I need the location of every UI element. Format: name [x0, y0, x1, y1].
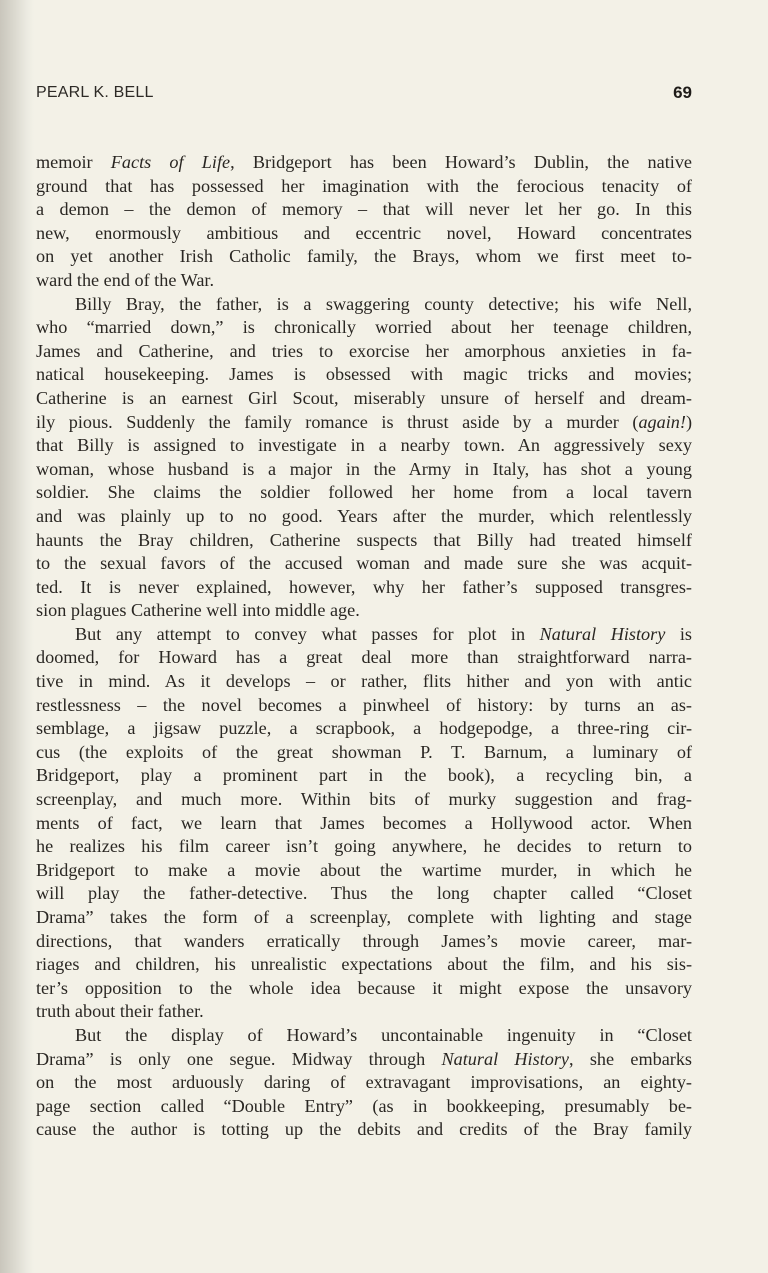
text-line: [36, 953, 692, 977]
text-run: screenplay, and much more. Within bits of murky suggestion and frag-: [36, 789, 692, 810]
text-line: [36, 1000, 692, 1024]
text-run: Drama” is only one segue. Midway through: [36, 1048, 442, 1069]
italic-title-text: Facts of Life: [110, 152, 231, 172]
text-line: [36, 316, 692, 340]
text-line: [36, 835, 692, 859]
paragraph: [36, 293, 692, 623]
text-run: tive in mind. As it develops – or rather, flits hither and yon with antic: [36, 671, 692, 692]
text-run: on the most arduously daring of extravagant improvisations, an eighty-: [36, 1072, 692, 1093]
text-run: that Billy is assigned to investigate in a nearby town. An aggressively sexy: [36, 435, 692, 456]
text-run: ted. It is never explained, however, why her father’s supposed transgres-: [36, 576, 692, 597]
text-line: [36, 293, 692, 317]
text-run: is: [665, 623, 692, 644]
text-run: ): [685, 411, 692, 432]
text-run: James and Catherine, and tries to exorcise her amorphous anxieties in fa-: [36, 340, 692, 361]
text-run: , she embarks: [569, 1048, 693, 1069]
text-run: cause the author is totting up the debits and credits of the Bray family: [36, 1119, 692, 1140]
text-run: ily pious. Suddenly the family romance is thrust aside by a murder (: [36, 411, 639, 432]
text-run: sion plagues Catherine well into middle age.: [36, 600, 360, 621]
text-line: [36, 340, 692, 364]
text-run: page section called “Double Entry” (as in bookkeeping, presumably be-: [36, 1095, 692, 1116]
text-line: [36, 481, 692, 505]
text-run: haunts the Bray children, Catherine suspects that Billy had treated himself: [36, 529, 692, 550]
text-run: , Bridgeport has been Howard’s Dublin, the native: [230, 152, 692, 172]
text-line: [36, 529, 692, 553]
text-run: Drama” takes the form of a screenplay, complete with lighting and stage: [36, 907, 692, 927]
text-line: [36, 411, 692, 435]
text-line: [36, 764, 692, 788]
paragraph: [36, 623, 692, 1024]
text-line: [36, 859, 692, 883]
paragraph: [36, 1024, 692, 1142]
running-head: [36, 84, 692, 108]
text-run: Billy Bray, the father, is a swaggering county detective; his wife Nell,: [75, 293, 692, 314]
text-run: But any attempt to convey what passes for plot in: [75, 623, 540, 644]
text-run: will play the father-detective. Thus the long chapter called “Closet: [36, 883, 692, 904]
text-line: [36, 812, 692, 836]
text-line: [36, 505, 692, 529]
page-number: 69: [673, 83, 692, 102]
binding-gutter-shadow: [0, 0, 34, 1273]
text-run: restlessness – the novel becomes a pinwheel of history: by turns an as-: [36, 694, 692, 715]
text-line: [36, 1095, 692, 1119]
text-run: But the display of Howard’s uncontainable ingenuity in “Closet: [75, 1024, 692, 1045]
text-line: [36, 788, 692, 812]
text-run: ward the end of the War.: [36, 269, 214, 290]
text-line: [36, 623, 692, 647]
text-run: and was plainly up to no good. Years after the murder, which relentlessly: [36, 505, 692, 526]
text-run: ter’s opposition to the whole idea because it might expose the unsavory: [36, 977, 692, 998]
text-line: [36, 1024, 692, 1048]
italic-title-text: Natural History: [441, 1048, 569, 1069]
text-line: [36, 741, 692, 765]
text-line: [36, 1118, 692, 1142]
text-line: [36, 552, 692, 576]
text-run: memoir: [36, 152, 111, 172]
text-run: ments of fact, we learn that James becomes a Hollywood actor. When: [36, 812, 692, 833]
text-line: [36, 646, 692, 670]
text-line: [36, 1071, 692, 1095]
text-run: Bridgeport, play a prominent part in the book), a recycling bin, a: [36, 765, 692, 786]
text-line: [36, 198, 692, 222]
text-line: [36, 458, 692, 482]
book-page: [36, 0, 692, 1273]
text-line: [36, 576, 692, 600]
text-line: [36, 882, 692, 906]
text-run: doomed, for Howard has a great deal more than straightforward narra-: [36, 647, 692, 668]
text-run: soldier. She claims the soldier followed her home from a local tavern: [36, 482, 692, 503]
text-line: [36, 269, 692, 293]
running-head-author: PEARL K. BELL: [36, 84, 154, 101]
text-run: directions, that wanders erratically through James’s movie career, mar-: [36, 930, 692, 951]
text-run: who “married down,” is chronically worried about her teenage children,: [36, 317, 692, 338]
text-run: Bridgeport to make a movie about the wartime murder, in which he: [36, 859, 692, 880]
text-run: on yet another Irish Catholic family, the Brays, whom we first meet to-: [36, 246, 692, 267]
text-line: [36, 977, 692, 1001]
italic-title-text: again!: [638, 411, 686, 432]
text-line: [36, 245, 692, 269]
text-run: woman, whose husband is a major in the Army in Italy, has shot a young: [36, 458, 692, 479]
text-run: he realizes his film career isn’t going anywhere, he decides to return to: [36, 836, 692, 857]
text-line: [36, 175, 692, 199]
text-line: [36, 387, 692, 411]
text-line: [36, 599, 692, 623]
text-run: truth about their father.: [36, 1001, 204, 1022]
italic-title-text: Natural History: [539, 623, 666, 644]
paragraph: [36, 151, 692, 293]
text-run: ground that has possessed her imagination with the ferocious tenacity of: [36, 175, 692, 196]
text-run: cus (the exploits of the great showman P. T. Barnum, a luminary of: [36, 741, 692, 762]
text-line: [36, 670, 692, 694]
text-line: [36, 717, 692, 741]
text-line: [36, 694, 692, 718]
text-line: [36, 363, 692, 387]
text-run: Catherine is an earnest Girl Scout, miserably unsure of herself and dream-: [36, 387, 692, 408]
text-run: natical housekeeping. James is obsessed with magic tricks and movies;: [36, 364, 692, 385]
text-run: new, enormously ambitious and eccentric novel, Howard concentrates: [36, 222, 692, 243]
text-line: [36, 434, 692, 458]
text-line: [36, 222, 692, 246]
body-text: [36, 151, 692, 1142]
text-line: [36, 930, 692, 954]
text-run: a demon – the demon of memory – that will never let her go. In this: [36, 199, 692, 220]
text-line: [36, 151, 692, 175]
text-run: riages and children, his unrealistic expectations about the film, and his sis-: [36, 954, 692, 975]
text-line: [36, 1048, 692, 1072]
text-line: [36, 906, 692, 930]
text-run: to the sexual favors of the accused woman and made sure she was acquit-: [36, 553, 692, 574]
text-run: semblage, a jigsaw puzzle, a scrapbook, a hodgepodge, a three-ring cir-: [36, 718, 692, 739]
